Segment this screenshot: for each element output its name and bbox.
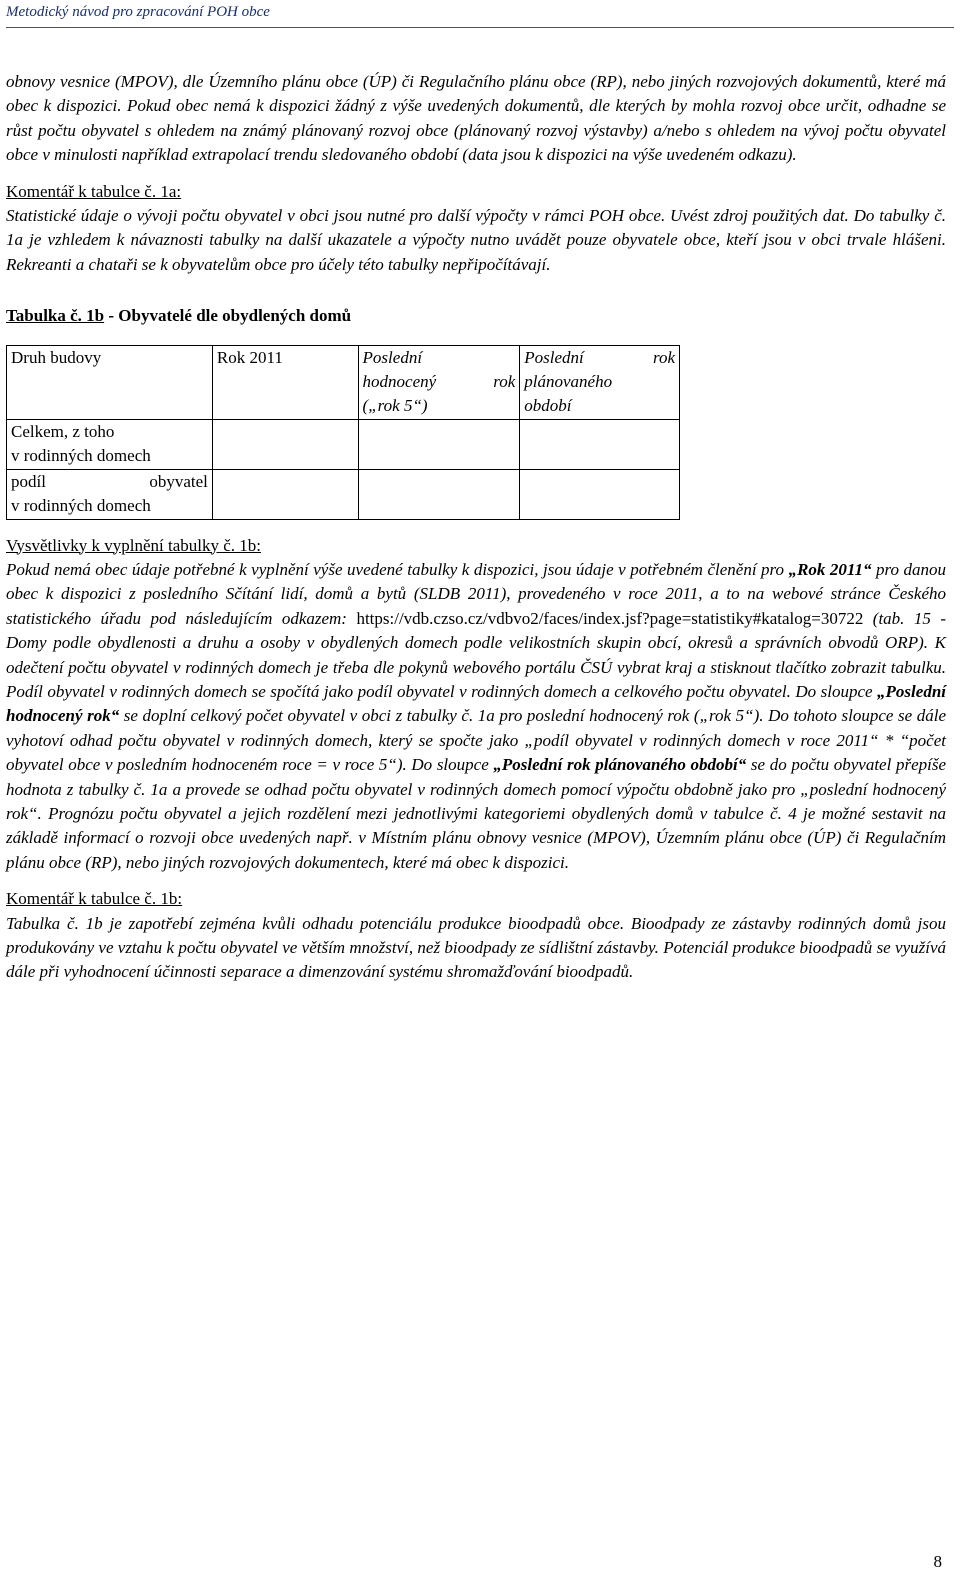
cell-empty [212, 469, 358, 519]
cell-empty [520, 419, 680, 469]
page-content [6, 70, 946, 985]
table-1b-title-label: Tabulka č. 1b [6, 306, 105, 326]
table-1b-title-rest: - Obyvatelé dle obydlených domů [104, 306, 352, 326]
comment-1b-text: Tabulka č. 1b je zapotřebí zejména kvůli odhadu potenciálu produkce bioodpadů obce. Bioodpady ze zástavby rodinných domů jsou produkovány ve vztahu k počtu obyvatel ve větším množství, než bioodpady ze sídlištní zástavby. Potenciál produkce bioodpadů se využívá dále při vyhodnocení účinnosti separace a dimenzování systému shromažďování bioodpadů. [6, 913, 946, 982]
comment-1a-heading: Komentář k tabulce č. 1a: [6, 181, 182, 201]
header-posledni-hodnoceny-rok: Poslední hodnocený rok („rok 5“) [358, 345, 520, 419]
explanations-heading: Vysvětlivky k vyplnění tabulky č. 1b: [6, 535, 261, 555]
row-label-celkem: Celkem, z toho v rodinných domech [7, 419, 213, 469]
explanations-text: Pokud nemá obec údaje potřebné k vyplnění výše uvedené tabulky k dispozici, jsou údaje v potřebném členění pro „Rok 2011“ pro danou obec k dispozici z posledního Sčítání lidí, domů a bytů (SLDB 2011), provedeného v roce 2011, a to na webové stránce Českého statistického úřadu pod následujícím odkazem: https://vdb.czso.cz/vdbvo2/faces/index.jsf?page=statistiky#katalog=30722 (tab. 15 - Domy podle obydlenosti a druhu a osoby v obydlených domech podle velikostních skupin obcí, okresů a správních obvodů ORP). K odečtení počtu obyvatel v rodinných domech je třeba dle pokynů webového portálu ČSÚ vybrat kraj a stisknout tlačítko zobrazit tabulku. Podíl obyvatel v rodinných domech se spočítá jako podíl obyvatel v rodinných domech a celkového počtu obyvatel. Do sloupce „Poslední hodnocený rok“ se doplní celkový počet obyvatel v obci z tabulky č. 1a pro poslední hodnocený rok („rok 5“). Do tohoto sloupce se dále vyhotoví odhad počtu obyvatel v rodinných domech, který se spočte jako „podíl obyvatel v rodinných domech v roce 2011“ * “počet obyvatel obce v posledním hodnoceném roce = v roce 5“). Do sloupce „Poslední rok plánovaného období“ se do počtu obyvatel přepíše hodnota z tabulky č. 1a a provede se odhad počtu obyvatel v rodinných domech pomocí výpočtu obdobně jako pro „poslední hodnocený rok“. Prognózu počtu obyvatel a jejich rozdělení mezi jednotlivými kategoriemi obydlených domů v tabulce č. 4 je možné sestavit na základě informací o rozvoji obce uvedených např. v Místním plánu obnovy vesnice (MPOV), Územním plánu obce (ÚP) či Regulačním plánu obce (RP), nebo jiných rozvojových dokumentech, které má obec k dispozici. [6, 559, 947, 872]
cell-empty [520, 469, 680, 519]
row-label-podil: podíl obyvatel v rodinných domech [7, 469, 213, 519]
page-number: 8 [933, 1552, 942, 1571]
table-header-row [7, 345, 680, 419]
intro-paragraph: obnovy vesnice (MPOV), dle Územního plánu obce (ÚP) či Regulačního plánu obce (RP), nebo jiných rozvojových dokumentů, které má obec k dispozici. Pokud obec nemá k dispozici žádný z výše uvedených dokumentů, dle kterých by mohla rozvoj obce určit, odhadne se růst počtu obyvatel s ohledem na známý plánovaný rozvoj obce (plánovaný rozvoj výstavby) a/nebo s ohledem na vývoj počtu obyvatel obce v minulosti například extrapolací trendu sledovaného období (data jsou k dispozici na výše uvedeném odkazu). [6, 72, 946, 165]
czso-link[interactable]: https://vdb.czso.cz/vdbvo2/faces/index.jsf?page=statistiky#katalog=30722 [356, 608, 864, 628]
table-1b [6, 345, 680, 520]
comment-1b-heading: Komentář k tabulce č. 1b: [6, 889, 183, 909]
header-rok-2011: Rok 2011 [212, 345, 358, 419]
cell-empty [358, 419, 520, 469]
cell-empty [212, 419, 358, 469]
running-header: Metodický návod pro zpracování POH obce [6, 2, 954, 28]
table-row [7, 419, 680, 469]
header-posledni-rok-planovaneho-obdobi: Poslední rok plánovaného období [520, 345, 680, 419]
header-druh-budovy: Druh budovy [7, 345, 213, 419]
cell-empty [358, 469, 520, 519]
table-1b-title [6, 304, 946, 328]
table-row [7, 469, 680, 519]
comment-1a-text: Statistické údaje o vývoji počtu obyvatel v obci jsou nutné pro další výpočty v rámci POH obce. Uvést zdroj použitých dat. Do tabulky č. 1a je vzhledem k návaznosti tabulky na další ukazatele a výpočty nutno uvádět pouze obyvatele obce, kteří jsou v obci trvale hlášeni. Rekreanti a chataři se k obyvatelům obce pro účely této tabulky nepřipočítávají. [6, 206, 946, 274]
